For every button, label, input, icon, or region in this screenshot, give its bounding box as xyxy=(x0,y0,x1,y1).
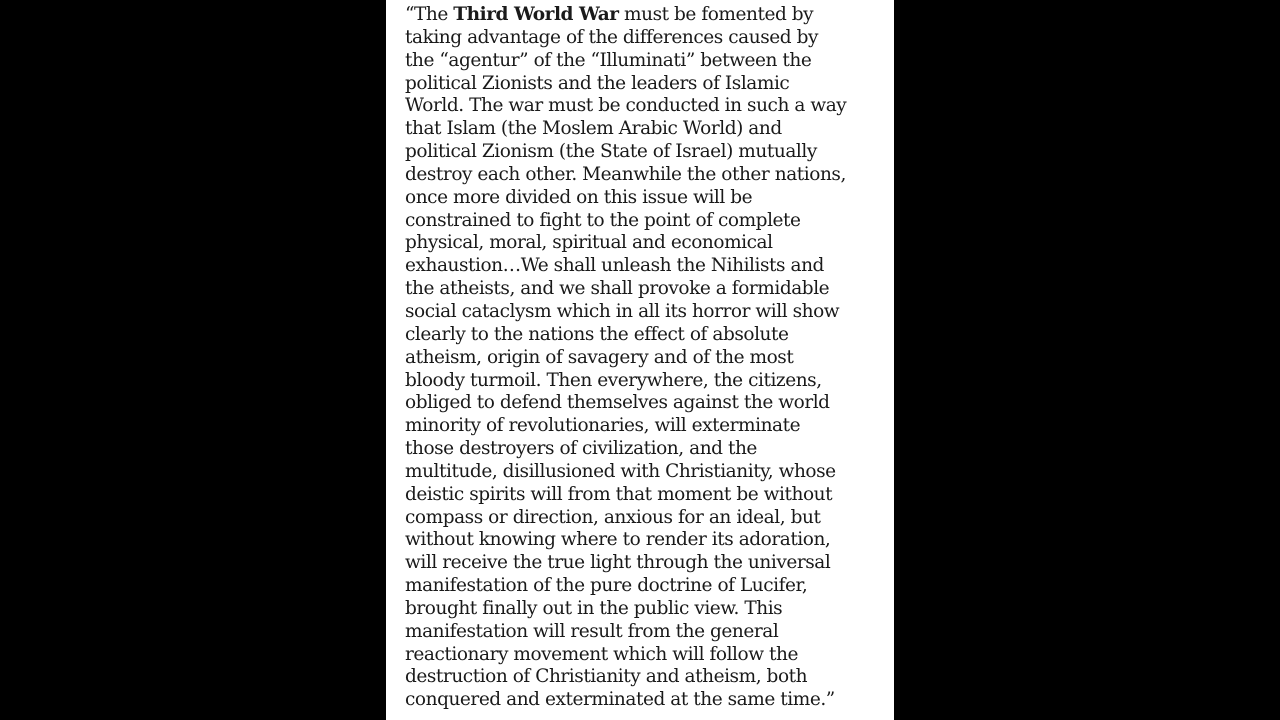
quote-line xyxy=(405,4,891,27)
quote-line: will receive the true light through the universal xyxy=(405,552,831,574)
quote-line: political Zionists and the leaders of Islamic xyxy=(405,72,790,94)
quote-first-line-rest: must be fomented by xyxy=(618,4,814,25)
quote-line: once more divided on this issue will be xyxy=(405,186,753,208)
quote-line: clearly to the nations the effect of absolute xyxy=(405,323,789,345)
document-page xyxy=(386,0,894,720)
quote-line: the “agentur” of the “Illuminati” between the xyxy=(405,49,812,71)
quote-line: constrained to fight to the point of complete xyxy=(405,209,801,231)
quote-line: political Zionism (the State of Israel) mutually xyxy=(405,141,817,163)
quote-line: the atheists, and we shall provoke a formidable xyxy=(405,278,830,300)
quote-emphasis: Third World War xyxy=(453,4,619,25)
quote-line: manifestation will result from the general xyxy=(405,620,779,642)
quote-line: conquered and exterminated at the same time.” xyxy=(405,689,835,711)
quote-line: those destroyers of civilization, and the xyxy=(405,438,757,460)
quote-line: without knowing where to render its adoration, xyxy=(405,529,831,551)
quote-open: “The xyxy=(405,4,454,25)
quote-line: atheism, origin of savagery and of the most xyxy=(405,346,794,368)
quote-line: obliged to defend themselves against the world xyxy=(405,392,830,414)
quote-line: bloody turmoil. Then everywhere, the citizens, xyxy=(405,369,822,391)
quote-line: compass or direction, anxious for an ideal, but xyxy=(405,506,821,528)
quote-line: social cataclysm which in all its horror will show xyxy=(405,300,840,322)
quote-text xyxy=(405,4,891,712)
quote-line: taking advantage of the differences caused by xyxy=(405,26,818,48)
quote-line: exhaustion…We shall unleash the Nihilists and xyxy=(405,255,824,277)
quote-line: World. The war must be conducted in such a way xyxy=(405,95,847,117)
quote-line: deistic spirits will from that moment be without xyxy=(405,483,833,505)
quote-line: reactionary movement which will follow the xyxy=(405,643,798,665)
quote-line: brought finally out in the public view. This xyxy=(405,597,783,619)
quote-line: minority of revolutionaries, will exterminate xyxy=(405,415,801,437)
quote-line: manifestation of the pure doctrine of Lucifer, xyxy=(405,575,808,597)
quote-line: destroy each other. Meanwhile the other nations, xyxy=(405,163,846,185)
quote-line: physical, moral, spiritual and economical xyxy=(405,232,773,254)
quote-line: destruction of Christianity and atheism, both xyxy=(405,666,808,688)
quote-line: multitude, disillusioned with Christianity, whose xyxy=(405,460,836,482)
quote-line: that Islam (the Moslem Arabic World) and xyxy=(405,118,782,140)
